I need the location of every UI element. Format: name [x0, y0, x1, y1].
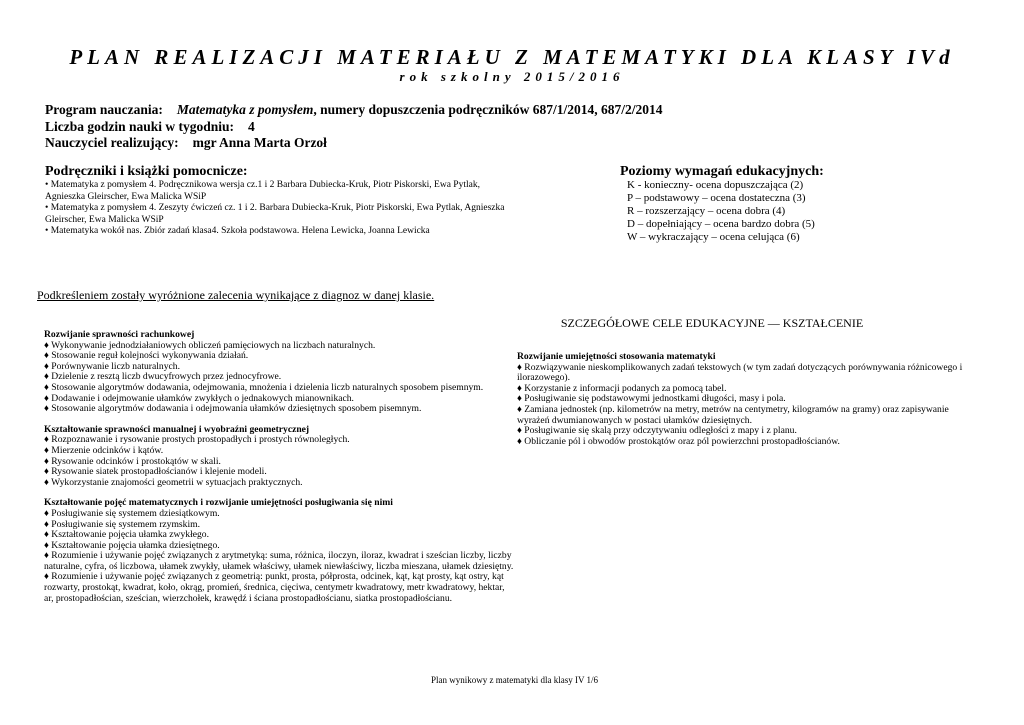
hours-line [45, 118, 255, 135]
goal-item: ♦ Rozumienie i używanie pojęć związanych z arytmetyką: suma, różnica, iloczyn, iloraz, kwadrat i sześcian liczby, liczby naturalne, cyfra, oś liczbowa, ułamek zwykły, ułamek właściwy, ułamek niewłaściwy, liczba mieszana, ułamek dziesiętny. [44, 550, 514, 572]
goal-item: ♦ Stosowanie algorytmów dodawania i odejmowania ułamków dziesiętnych sposobem pisemnym. [44, 403, 422, 415]
levels-heading: Poziomy wymagań edukacyjnych: [620, 164, 824, 179]
levels-list [627, 179, 815, 244]
goal-item: ♦ Mierzenie odcinków i kątów. [44, 444, 164, 456]
goal-item: ♦ Stosowanie reguł kolejności wykonywania działań. [44, 350, 249, 362]
book-item: • Matematyka wokół nas. Zbiór zadań klasa4. Szkoła podstawowa. Helena Lewicka, Joanna Lewicka [45, 226, 430, 237]
goal-item: ♦ Dodawanie i odejmowanie ułamków zwykłych o jednakowych mianownikach. [44, 392, 354, 404]
diagnosis-note: Podkreśleniem zostały wyróżnione zalecenia wynikające z diagnoz w danej klasie. [37, 288, 435, 302]
program-name: Matematyka z pomysłem [176, 102, 314, 117]
document-title: PLAN REALIZACJI MATERIAŁU Z MATEMATYKI DLA KLASY IVd [69, 45, 955, 69]
goal-group [44, 425, 516, 489]
goal-item: ♦ Rozumienie i używanie pojęć związanych z geometrią: punkt, prosta, półprosta, odcinek, kąt, kąt prosty, kąt ostry, kąt rozwarty, prostokąt, kwadrat, koło, okrąg, promień, średnica, cięciwa, centymetr kwadratowy, metr kwadratowy, hektar, ar, prostopadłościan, sześcian, wierzchołek, krawędź i ściana prostopadłościanu, siatka prostopadłościanu. [44, 571, 505, 604]
goal-item: ♦ Obliczanie pól i obwodów prostokątów oraz pól powierzchni prostopadłościanów. [517, 435, 840, 447]
book-item: • Matematyka z pomysłem 4. Zeszyty ćwiczeń cz. 1 i 2. Barbara Dubiecka-Kruk, Piotr Piskorski, Ewa Pytlak, Agnieszka Gleirscher, Ewa Malicka WSiP [45, 203, 505, 225]
goal-group [44, 330, 516, 415]
books-list [45, 180, 515, 238]
section-heading: SZCZEGÓŁOWE CELE EDUKACYJNE — KSZTAŁCENIE [560, 316, 864, 330]
teacher-label: Nauczyciel realizujący: [45, 135, 179, 150]
book-item: • Matematyka z pomysłem 4. Podręcznikowa wersja cz.1 i 2 Barbara Dubiecka-Kruk, Piotr Piskorski, Ewa Pytlak, Agnieszka Gleirscher, Ewa Malicka WSiP [45, 180, 480, 202]
teacher-line [45, 134, 327, 151]
goal-item: ♦ Porównywanie liczb naturalnych. [44, 360, 180, 372]
goal-item: ♦ Zamiana jednostek (np. kilometrów na metry, metrów na centymetry, kilogramów na gramy) oraz zapisywanie wyrażeń dwumianowanych w postaci ułamków dziesiętnych. [517, 403, 949, 426]
level-item: W – wykraczający – ocena celująca (6) [627, 231, 800, 244]
goal-group [517, 352, 982, 447]
program-details: , numery dopuszczenia podręczników 687/1/2014, 687/2/2014 [313, 102, 663, 117]
goal-group-title: Rozwijanie sprawności rachunkowej [44, 329, 195, 340]
hours-value: 4 [248, 119, 255, 134]
goal-item: ♦ Kształtowanie pojęcia ułamka dziesiętnego. [44, 539, 220, 551]
goal-group [44, 498, 516, 604]
goal-item: ♦ Dzielenie z resztą liczb dwucyfrowych przez jednocyfrowe. [44, 371, 282, 383]
level-item: R – rozszerzający – ocena dobra (4) [627, 205, 786, 218]
goal-item: ♦ Wykonywanie jednodziałaniowych obliczeń pamięciowych na liczbach naturalnych. [44, 339, 376, 351]
goal-group-title: Rozwijanie umiejętności stosowania matematyki [517, 351, 716, 362]
goal-item: ♦ Rysowanie siatek prostopadłościanów i klejenie modeli. [44, 466, 267, 478]
hours-label: Liczba godzin nauki w tygodniu: [45, 119, 235, 134]
right-column [517, 352, 982, 457]
goal-item: ♦ Rysowanie odcinków i prostokątów w skali. [44, 455, 221, 467]
goal-item: ♦ Stosowanie algorytmów dodawania, odejmowania, mnożenia i dzielenia liczb naturalnych sposobem pisemnym. [44, 381, 484, 393]
goal-item: ♦ Korzystanie z informacji podanych za pomocą tabel. [517, 382, 727, 394]
program-line [45, 101, 663, 118]
goal-item: ♦ Rozwiązywanie nieskomplikowanych zadań tekstowych (w tym zadań dotyczących porównywania różnicowego i ilorazowego). [517, 361, 963, 384]
program-label: Program nauczania: [45, 102, 163, 117]
teacher-name: mgr Anna Marta Orzoł [192, 135, 327, 150]
goal-item: ♦ Posługiwanie się podstawowymi jednostkami długości, masy i pola. [517, 393, 786, 405]
level-item: D – dopełniający – ocena bardzo dobra (5) [627, 218, 815, 231]
left-column [44, 330, 516, 614]
goal-group-title: Kształtowanie pojęć matematycznych i rozwijanie umiejętności posługiwania się nimi [44, 497, 393, 509]
school-year: rok szkolny 2015/2016 [399, 69, 625, 84]
level-item: K - konieczny- ocena dopuszczająca (2) [627, 179, 804, 191]
page-footer: Plan wynikowy z matematyki dla klasy IV 1/6 [430, 675, 599, 685]
goal-item: ♦ Posługiwanie się systemem rzymskim. [44, 518, 200, 530]
goal-item: ♦ Kształtowanie pojęcia ułamka zwykłego. [44, 529, 210, 541]
goal-item: ♦ Posługiwanie się skalą przy odczytywaniu odległości z mapy i z planu. [517, 425, 797, 437]
goal-item: ♦ Posługiwanie się systemem dziesiątkowym. [44, 507, 220, 519]
goal-group-title: Kształtowanie sprawności manualnej i wyobraźni geometrycznej [44, 423, 310, 435]
goal-item: ♦ Wykorzystanie znajomości geometrii w sytuacjach praktycznych. [44, 476, 303, 488]
books-heading: Podręczniki i książki pomocnicze: [45, 164, 248, 179]
goal-item: ♦ Rozpoznawanie i rysowanie prostych prostopadłych i prostych równoległych. [44, 434, 350, 446]
level-item: P – podstawowy – ocena dostateczna (3) [627, 192, 806, 205]
